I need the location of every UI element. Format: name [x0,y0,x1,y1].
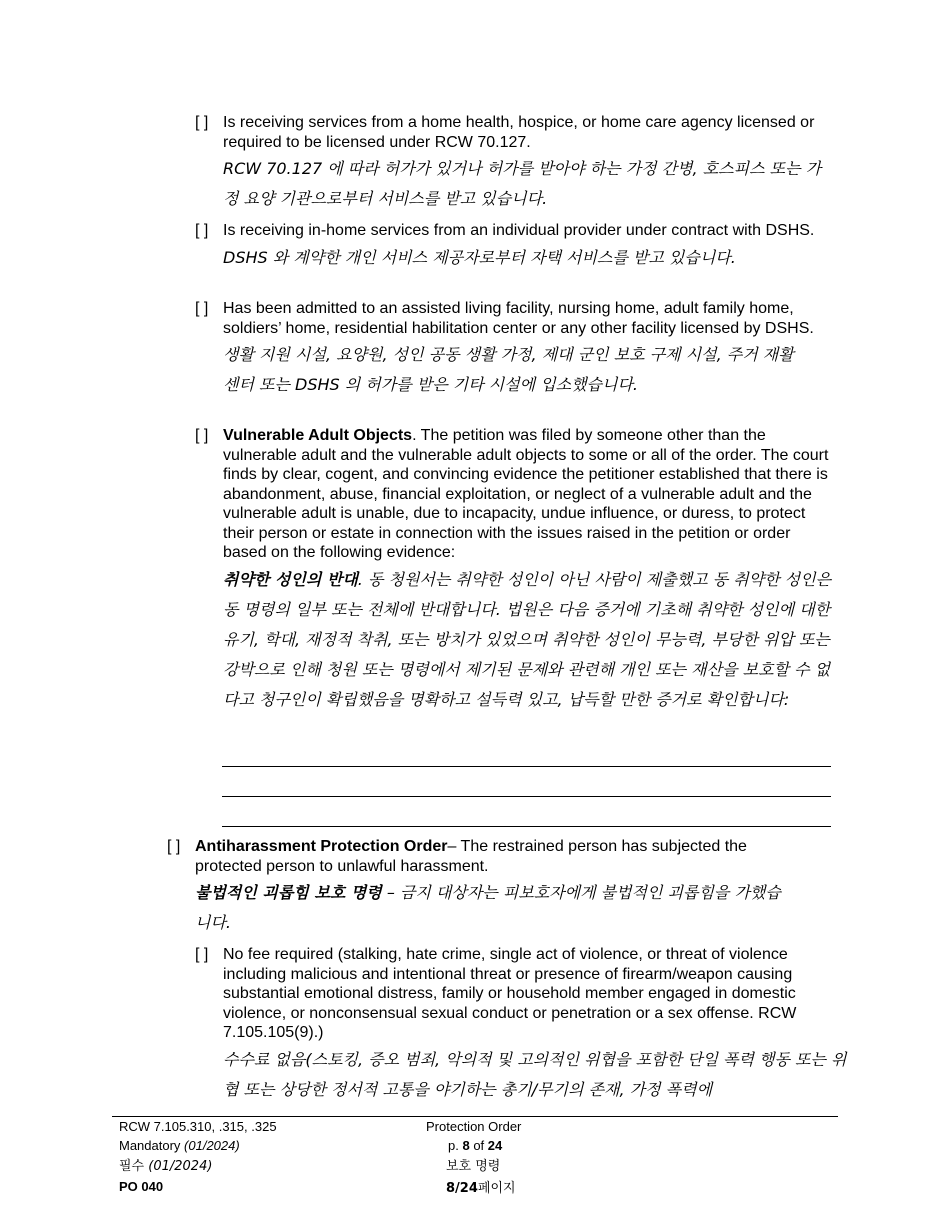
item-antiharassment-text-ko: – 금지 대상자는 피보호자에게 불법적인 괴롭힘을 가했습니다. [195,883,781,932]
item-no-fee [223,945,848,1105]
evidence-line-2[interactable] [222,796,831,797]
item-antiharassment-ko [195,878,785,938]
item-home-health [223,113,843,214]
item-facility-ko: 생활 지원 시설, 요양원, 성인 공동 생활 가정, 제대 군인 보호 구제 시설, 주거 재활 센터 또는 DSHS 의 허가를 받은 기타 시설에 입소했습니다. [223,345,794,394]
item-in-home-en: Is receiving in-home services from an individual provider under contract with DSHS. [223,222,815,239]
item-objects-title-ko: 취약한 성인의 반대 [223,569,358,589]
item-facility [223,299,843,400]
footer-page-ko: 8/24페이지 [446,1181,516,1196]
item-antiharassment-text: – The restrained person has subjected the protected person to unlawful harassment. [195,838,747,875]
footer-form-id: PO 040 [119,1179,164,1194]
evidence-line-3[interactable] [222,826,831,827]
item-vulnerable-adult-objects [223,426,838,715]
footer-center [426,1117,521,1198]
item-antiharassment-title-ko: 불법적인 괴롭힘 보호 명령 [195,883,382,902]
evidence-line-1[interactable] [222,766,831,767]
item-in-home [223,221,833,273]
item-objects-text-ko: . 동 청원서는 취약한 성인이 아닌 사람이 제출했고 동 취약한 성인은 동 명령의 일부 또는 전체에 반대합니다. 법원은 다음 증거에 기초해 취약한 성인에 대한 유기, 학대, 재정적 착취, 또는 방치가 있었으며 취약한 성인이 무능력, 부당한 위압 또는 강박으로 인해 청원 또는 명령에서 제기된 문제와 관련해 개인 또는 재산을 보호할 수 없다고 청구인이 확립했음을 명확하고 설득력 있고, 납득할 만한 증거로 확인합니다: [223,569,832,709]
checkbox-no-fee[interactable]: [ ] [195,946,209,963]
item-home-health-ko: RCW 70.127 에 따라 허가가 있거나 허가를 받아야 하는 가정 간병, 호스피스 또는 가정 요양 기관으로부터 서비스를 받고 있습니다. [223,159,822,208]
item-objects-title: Vulnerable Adult Objects [223,427,413,444]
checkbox-vulnerable-adult-objects[interactable]: [ ] [195,427,209,444]
item-objects-text: . The petition was filed by someone other than the vulnerable adult and the vulnerable adult objects to some or all of the order. The court finds by clear, cogent, and convincing evidence the petitioner established that there is abandonment, abuse, financial exploitation, or neglect of a vulnerable adult and the vulnerable adult is unable, due to incapacity, undue influence, or duress, to protect their person or estate in connection with the issues raised in the petition or order based on the following evidence: [223,427,829,561]
footer-mandatory: Mandatory (01/2024) [119,1138,240,1153]
item-antiharassment [195,837,795,938]
item-home-health-en: Is receiving services from a home health, hospice, or home care agency licensed or required to be licensed under RCW 70.127. [223,114,815,151]
item-objects-ko [223,565,838,715]
checkbox-facility[interactable]: [ ] [195,300,209,317]
item-no-fee-ko: 수수료 없음(스토킹, 증오 범죄, 악의적 및 고의적인 위협을 포함한 단일 폭력 행동 또는 위협 또는 상당한 정서적 고통을 야기하는 총기/무기의 존재, 가정 폭력에 [223,1049,847,1099]
item-no-fee-en: No fee required (stalking, hate crime, single act of violence, or threat of violence including malicious and intentional threat or presence of firearm/weapon causing substantial emotional distress, family or household member engaged in domestic violence, or nonconsensual sexual conduct or penetration or a sex offense. RCW 7.105.105(9).) [223,946,797,1041]
footer-page-number: p. 8 of 24 [448,1138,503,1153]
footer-doc-title-ko: 보호 명령 [446,1159,501,1174]
item-in-home-ko: DSHS 와 계약한 개인 서비스 제공자로부터 자택 서비스를 받고 있습니다. [223,247,736,267]
checkbox-in-home[interactable]: [ ] [195,222,209,239]
item-objects-en [223,426,838,563]
item-antiharassment-title: Antiharassment Protection Order [195,838,448,855]
footer-mandatory-ko: 필수 (01/2024) [119,1159,213,1174]
checkbox-antiharassment[interactable]: [ ] [167,838,181,855]
footer-left [119,1117,277,1196]
footer-rcw: RCW 7.105.310, .315, .325 [119,1119,277,1134]
item-antiharassment-en [195,837,795,876]
item-facility-en: Has been admitted to an assisted living facility, nursing home, adult family home, soldiers’ home, residential habilitation center or any other facility licensed by DSHS. [223,300,814,337]
footer-doc-title: Protection Order [426,1119,522,1134]
checkbox-home-health[interactable]: [ ] [195,114,209,131]
